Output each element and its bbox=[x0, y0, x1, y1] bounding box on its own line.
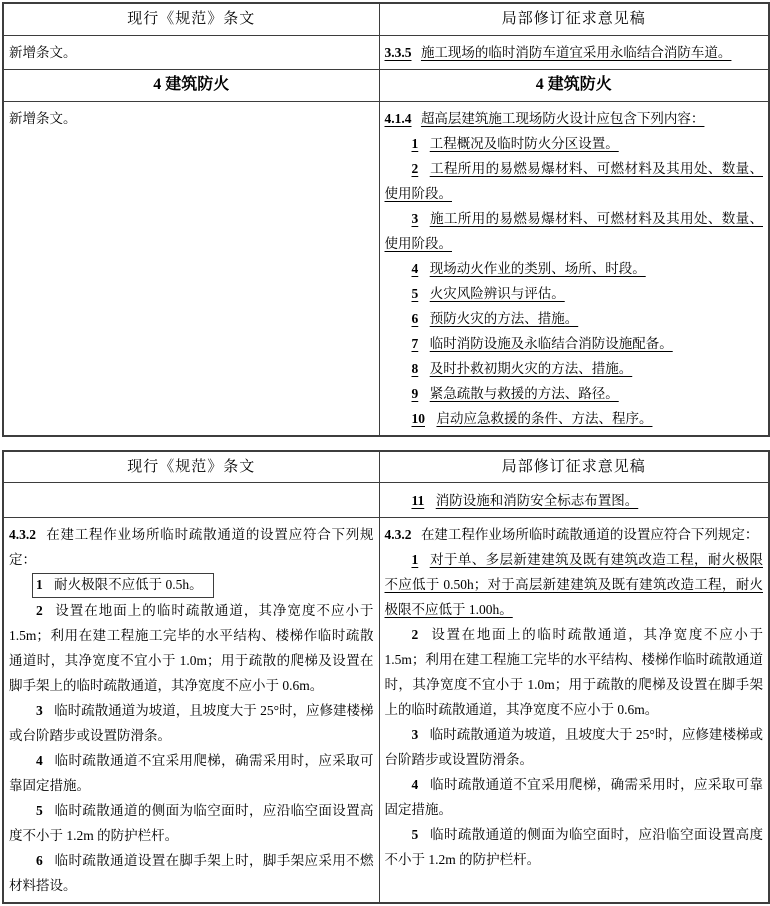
clause-414-number: 4.1.4 bbox=[384, 110, 412, 126]
clause-414-item-1: 1 工程概况及临时防火分区设置。 bbox=[411, 135, 619, 151]
comparison-table-1 bbox=[2, 2, 770, 437]
clause-414-item-2: 2 工程所用的易燃易爆材料、可燃材料及其用处、数量、使用阶段。 bbox=[384, 160, 763, 201]
clause-414-item-7: 7 临时消防设施及永临结合消防设施配备。 bbox=[411, 335, 673, 351]
table2-header-row bbox=[3, 451, 769, 483]
clause-432-left-item-5: 5 临时疏散通道的侧面为临空面时，应沿临空面设置高度不小于 1.2m 的防护栏杆。 bbox=[9, 803, 374, 843]
clause-414-item-11: 11 消防设施和消防安全标志布置图。 bbox=[411, 492, 639, 508]
clause-414-item-6: 6 预防火灾的方法、措施。 bbox=[411, 310, 579, 326]
cell-clause-414-list bbox=[379, 101, 769, 436]
cell-new-clause-note bbox=[3, 35, 379, 69]
cell-clause-432-revised bbox=[379, 518, 769, 904]
clause-432-left-item-3: 3 临时疏散通道为坡道，且坡度大于 25°时，应修建楼梯或台阶踏步或设置防滑条。 bbox=[9, 703, 374, 743]
clause-432-left-number: 4.3.2 bbox=[9, 527, 36, 542]
clause-432-left-heading: 4.3.2 在建工程作业场所临时疏散通道的设置应符合下列规定： bbox=[9, 527, 374, 567]
cell-clause-335 bbox=[379, 35, 769, 69]
table-gap bbox=[2, 437, 768, 450]
clause-432-left-item-4: 4 临时疏散通道不宜采用爬梯，确需采用时，应采取可靠固定措施。 bbox=[9, 753, 374, 793]
clause-432-right-heading: 4.3.2 在建工程作业场所临时疏散通道的设置应符合下列规定： bbox=[384, 527, 759, 542]
clause-414-item-10: 10 启动应急救援的条件、方法、程序。 bbox=[411, 410, 653, 426]
table1-row-clause-414 bbox=[3, 101, 769, 436]
clause-414-item-9: 9 紧急疏散与救援的方法、路径。 bbox=[411, 385, 619, 401]
clause-414-item-3: 3 施工所用的易燃易爆材料、可燃材料及其用处、数量、使用阶段。 bbox=[384, 210, 763, 251]
clause-335-number: 3.3.5 bbox=[384, 44, 412, 60]
table2-header-current-code: 现行《规范》条文 bbox=[3, 451, 379, 483]
clause-335-text: 3.3.5 施工现场的临时消防车道宜采用永临结合消防车道。 bbox=[384, 44, 732, 60]
table2-row-item-11 bbox=[3, 483, 769, 518]
clause-432-right-item-4: 4 临时疏散通道不宜采用爬梯，确需采用时，应采取可靠固定措施。 bbox=[384, 777, 763, 817]
clause-432-right-item-1-revised: 1 对于单、多层新建建筑及既有建筑改造工程，耐火极限不应低于 0.50h；对于高层新建建筑及既有建筑改造工程，耐火极限不应低于 1.00h。 bbox=[384, 552, 763, 617]
table1-header-row bbox=[3, 3, 769, 35]
table1-section-row bbox=[3, 69, 769, 101]
table1-header-revision-draft: 局部修订征求意见稿 bbox=[379, 3, 769, 35]
clause-414-item-4: 4 现场动火作业的类别、场所、时段。 bbox=[411, 260, 646, 276]
comparison-table-2 bbox=[2, 450, 770, 905]
cell-new-clause-note-2 bbox=[3, 101, 379, 436]
table2-header-revision-draft: 局部修订征求意见稿 bbox=[379, 451, 769, 483]
clause-414-item-8: 8 及时扑救初期火灾的方法、措施。 bbox=[411, 360, 633, 376]
new-clause-label-2: 新增条文。 bbox=[9, 110, 77, 126]
cell-clause-432-current bbox=[3, 518, 379, 904]
section-title-left: 4 建筑防火 bbox=[3, 69, 379, 101]
clause-432-right-item-3: 3 临时疏散通道为坡道，且坡度大于 25°时，应修建楼梯或台阶踏步或设置防滑条。 bbox=[384, 727, 763, 767]
clause-432-right-item-2: 2 设置在地面上的临时疏散通道，其净宽度不应小于 1.5m；利用在建工程施工完毕的水平结构、楼梯作临时疏散通道时，其净宽度不宜小于 1.0m；用于疏散的爬梯及设置在脚手架上的临时疏散通道，其净宽度不应小于 0.6m。 bbox=[384, 627, 763, 717]
clause-432-left-item-6: 6 临时疏散通道设置在脚手架上时，脚手架应采用不燃材料搭设。 bbox=[9, 853, 374, 893]
table2-row-clause-432 bbox=[3, 518, 769, 904]
cell-item-11 bbox=[379, 483, 769, 518]
clause-414-item-5: 5 火灾风险辨识与评估。 bbox=[411, 285, 565, 301]
table1-row-clause-335 bbox=[3, 35, 769, 69]
deleted-provision-box: 1 耐火极限不应低于 0.5h。 bbox=[32, 573, 214, 598]
clause-432-left-item-1-deleted bbox=[9, 572, 374, 598]
table1-header-current-code: 现行《规范》条文 bbox=[3, 3, 379, 35]
clause-414-heading: 4.1.4 超高层建筑施工现场防火设计应包含下列内容： bbox=[384, 110, 705, 126]
new-clause-label: 新增条文。 bbox=[9, 44, 77, 60]
clause-432-right-number: 4.3.2 bbox=[384, 527, 412, 542]
cell-empty bbox=[3, 483, 379, 518]
section-title-right: 4 建筑防火 bbox=[379, 69, 769, 101]
clause-432-left-item-2: 2 设置在地面上的临时疏散通道，其净宽度不应小于 1.5m；利用在建工程施工完毕的水平结构、楼梯作临时疏散通道时，其净宽度不宜小于 1.0m；用于疏散的爬梯及设置在脚手架上的临时疏散通道，其净宽度不应小于 0.6m。 bbox=[9, 603, 374, 693]
clause-432-right-item-5: 5 临时疏散通道的侧面为临空面时，应沿临空面设置高度不小于 1.2m 的防护栏杆。 bbox=[384, 827, 763, 867]
